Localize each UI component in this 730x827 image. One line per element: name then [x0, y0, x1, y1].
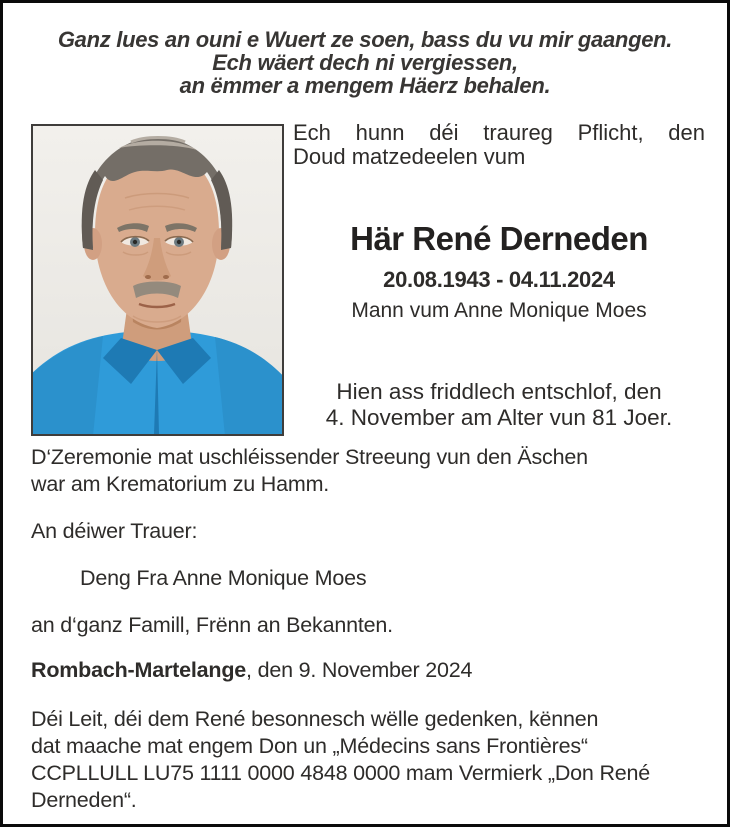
- life-dates: 20.08.1943 - 04.11.2024: [383, 267, 615, 292]
- mourning-wife: Deng Fra Anne Monique Moes: [80, 566, 367, 590]
- donation-text: [31, 706, 705, 814]
- ceremony-text: [31, 444, 705, 498]
- announcement-text: [293, 121, 705, 169]
- relation-line: Mann vum Anne Monique Moes: [351, 299, 647, 322]
- passing-line: 4. November am Alter vun 81 Joer.: [325, 405, 673, 430]
- lower-text-block: [31, 444, 705, 814]
- portrait-illustration: [33, 126, 282, 434]
- epigraph-line: Ganz lues an ouni e Wuert ze soen, bass du vu mir gaangen.: [57, 27, 673, 52]
- donation-line: Déi Leit, déi dem René besonnesch wëlle gedenken, kënnen: [31, 707, 599, 731]
- epigraph-line: an ëmmer a mengem Häerz behalen.: [179, 73, 551, 98]
- mourning-family: an d‘ganz Famill, Frënn an Bekannten.: [31, 613, 393, 637]
- ceremony-line: war am Krematorium zu Hamm.: [31, 472, 330, 496]
- dateline: [31, 657, 705, 684]
- announcement-line: Doud matzedeelen vum: [293, 144, 526, 169]
- passing-text: [293, 379, 705, 431]
- donation-line: dat maache mat engem Don un „Médecins sans Frontières“: [31, 734, 588, 758]
- epigraph: [3, 28, 727, 97]
- announcement-column: [293, 121, 705, 431]
- passing-line: Hien ass friddlech entschlof, den: [336, 379, 662, 404]
- donation-line: Derneden“.: [31, 788, 137, 812]
- deceased-name: Här René Derneden: [350, 220, 648, 257]
- announcement-line: Ech hunn déi traureg Pflicht, den: [293, 120, 705, 145]
- mourning-intro: An déiwer Trauer:: [31, 519, 198, 543]
- dateline-place: Rombach-Martelange: [31, 658, 247, 682]
- donation-line: CCPLLULL LU75 1111 0000 4848 0000 mam Vermierk „Don René: [31, 761, 651, 785]
- epigraph-line: Ech wäert dech ni vergiessen,: [212, 50, 518, 75]
- dateline-date: , den 9. November 2024: [246, 658, 473, 682]
- ceremony-line: D‘Zeremonie mat uschléissender Streeung vun den Äschen: [31, 445, 588, 469]
- portrait-photo: [31, 124, 284, 436]
